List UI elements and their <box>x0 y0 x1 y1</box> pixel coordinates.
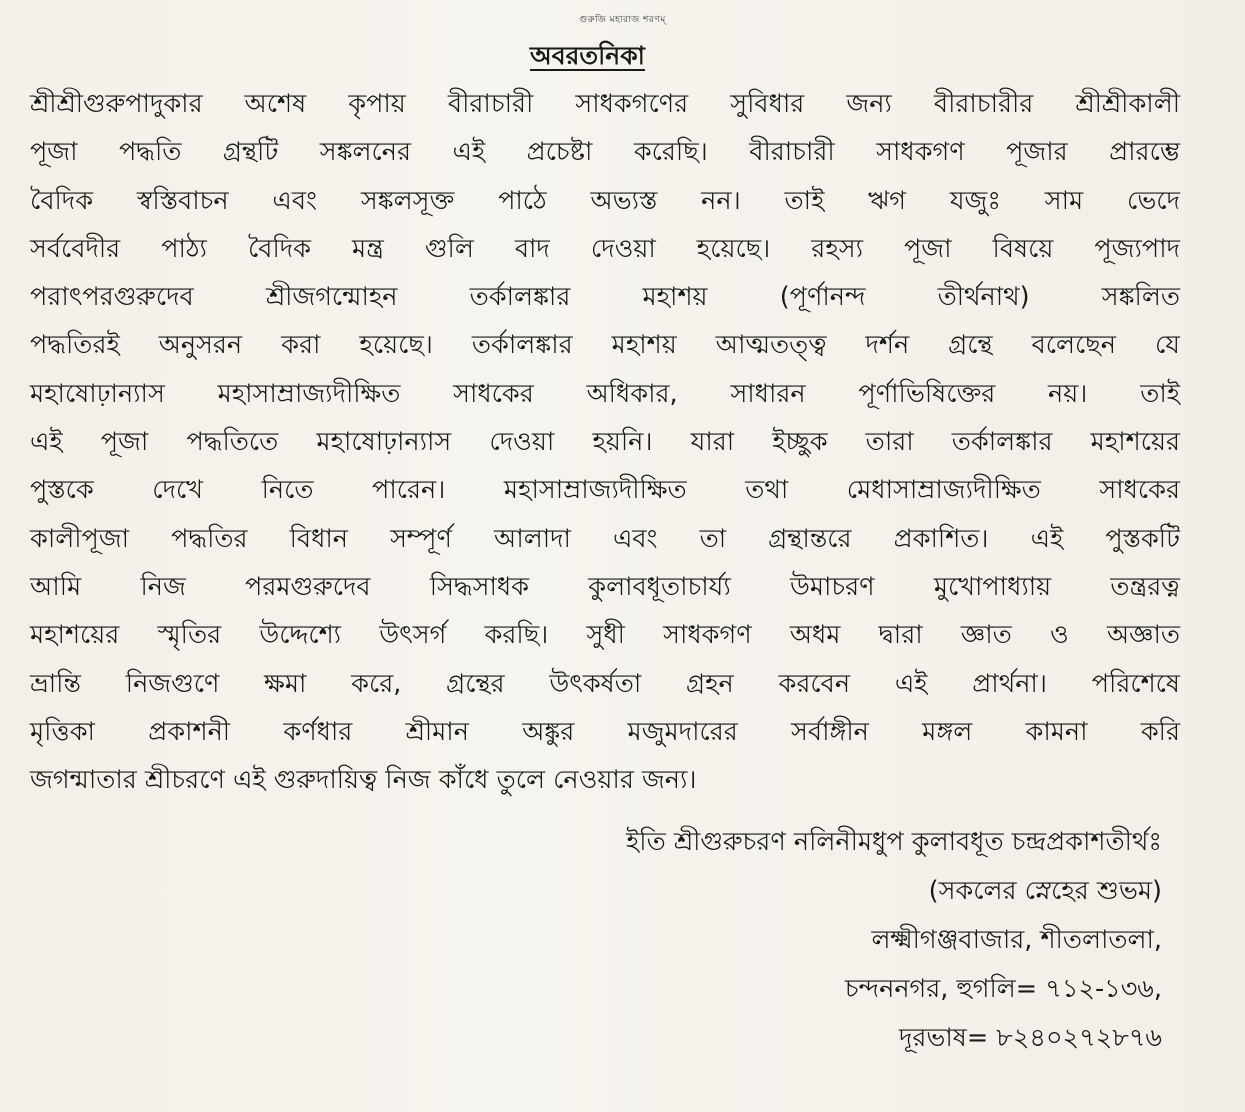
paragraph-line: মহাশয়ের স্মৃতির উদ্দেশ্যে উৎসর্গ করছি। সুধী সাধকগণ অধম দ্বারা জ্ঞাত ও অজ্ঞাত <box>30 620 1180 651</box>
signature-block <box>0 818 1162 1063</box>
paragraph-line: শ্রীশ্রীগুরুপাদুকার অশেষ কৃপায় বীরাচারী সাধকগণের সুবিধার জন্য বীরাচারীর শ্রীশ্রীকালী <box>30 89 1180 119</box>
signature-nickname: (সকলের স্নেহের শুভম) <box>928 876 1162 906</box>
paragraph-line: পূজা পদ্ধতি গ্রন্থটি সঙ্কলনের এই প্রচেষ্টা করেছি। বীরাচারী সাধকগণ পূজার প্রারম্ভে <box>30 137 1180 168</box>
phone-number: দূরভাষ= ৮২৪০২৭২৮৭৬ <box>898 1023 1162 1053</box>
paragraph-line: জগন্মাতার শ্রীচরণে এই গুরুদায়িত্ব নিজ কাঁধে তুলে নেওয়ার জন্য। <box>30 765 697 796</box>
paragraph-line: ভ্রান্তি নিজগুণে ক্ষমা করে, গ্রন্থের উৎকর্ষতা গ্রহন করবেন এই প্রার্থনা। পরিশেষে <box>30 668 1180 699</box>
paragraph-line: মহাষোঢ়ান্যাস মহাসাম্রাজ্যদীক্ষিত সাধকের অধিকার, সাধারন পূর্ণাভিষিক্তের নয়। তাই <box>30 378 1180 409</box>
signature-name: ইতি শ্রীগুরুচরণ নলিনীমধুপ কুলাবধূত চন্দ্রপ্রকাশতীর্থঃ <box>626 827 1162 857</box>
paragraph-line: বৈদিক স্বস্তিবাচন এবং সঙ্কলসূক্ত পাঠে অভ্যস্ত নন। তাই ঋগ যজুঃ সাম ভেদে <box>30 185 1180 216</box>
header-note: গুরুজি মহারাজ শরণম্ <box>579 15 666 25</box>
paragraph-line: পরাৎপরগুরুদেব শ্রীজগন্মোহন তর্কালঙ্কার মহাশয় (পূর্ণানন্দ তীর্থনাথ) সঙ্কলিত <box>30 282 1180 313</box>
paragraph-line: সর্ববেদীর পাঠ্য বৈদিক মন্ত্র গুলি বাদ দেওয়া হয়েছে। রহস্য পূজা বিষয়ে পূজ্যপাদ <box>30 233 1180 264</box>
address-line-1: লক্ষ্মীগঞ্জবাজার, শীতলাতলা, <box>871 925 1162 955</box>
paragraph-line: আমি নিজ পরমগুরুদেব সিদ্ধসাধক কুলাবধূতাচার্য্য উমাচরণ মুখোপাধ্যায় তন্ত্ররত্ন <box>30 571 1180 602</box>
paragraph-line: এই পূজা পদ্ধতিতে মহাষোঢ়ান্যাস দেওয়া হয়নি। যারা ইচ্ছুক তারা তর্কালঙ্কার মহাশয়ের <box>30 427 1180 458</box>
paragraph-line: মৃত্তিকা প্রকাশনী কর্ণধার শ্রীমান অঙ্কুর মজুমদারের সর্বাঙ্গীন মঙ্গল কামনা করি <box>30 716 1180 747</box>
page-title: অবরতনিকা <box>530 41 645 70</box>
address-line-2: চন্দননগর, হুগলি= ৭১২-১৩৬, <box>844 974 1162 1004</box>
paragraph-line: কালীপূজা পদ্ধতির বিধান সম্পূর্ণ আলাদা এবং তা গ্রন্থান্তরে প্রকাশিত। এই পুস্তকটি <box>30 523 1180 554</box>
paragraph-line: পুস্তকে দেখে নিতে পারেন। মহাসাম্রাজ্যদীক্ষিত তথা মেধাসাম্রাজ্যদীক্ষিত সাধকের <box>30 475 1180 506</box>
paragraph-line: পদ্ধতিরই অনুসরন করা হয়েছে। তর্কালঙ্কার মহাশয় আত্মতত্ত্ব দর্শন গ্রন্থে বলেছেন যে <box>30 330 1180 361</box>
preface-paragraph <box>30 80 1180 804</box>
